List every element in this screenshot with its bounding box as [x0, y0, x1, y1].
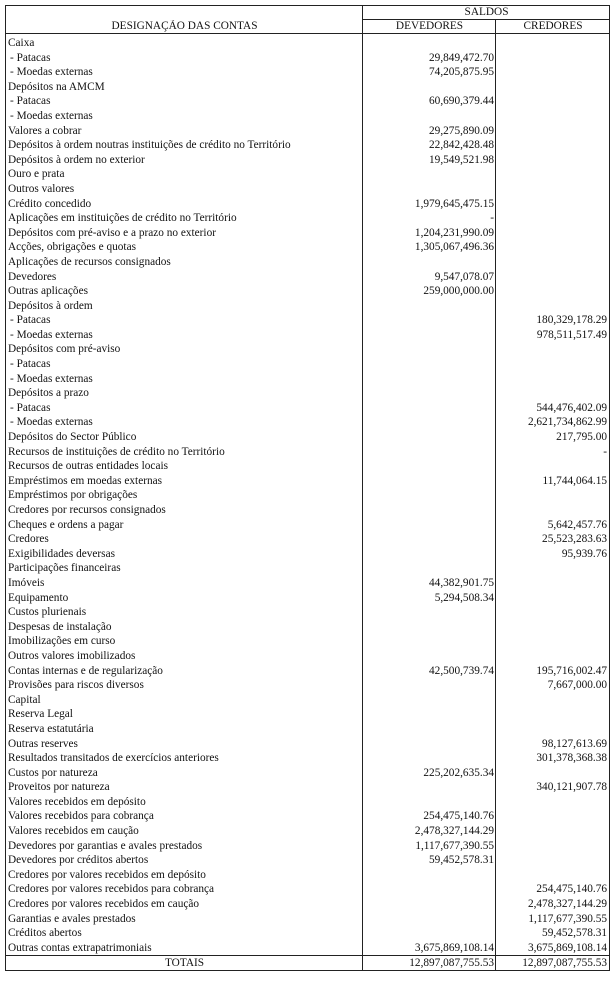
credit-balance — [496, 34, 610, 51]
credit-balance — [496, 94, 610, 109]
credit-balance: 3,675,869,108.14 — [496, 941, 610, 956]
credit-balance: 195,716,002.47 — [496, 664, 610, 679]
account-name: - Patacas — [6, 94, 363, 109]
account-name: - Patacas — [6, 51, 363, 66]
credit-balance — [496, 561, 610, 576]
account-name: Empréstimos por obrigações — [6, 488, 363, 503]
debit-balance — [363, 678, 496, 693]
table-row — [6, 503, 610, 518]
credit-balance — [496, 605, 610, 620]
account-name: Participações financeiras — [6, 561, 363, 576]
debit-balance: 1,305,067,496.36 — [363, 240, 496, 255]
table-row — [6, 882, 610, 897]
debit-balance — [363, 897, 496, 912]
table-row — [6, 357, 610, 372]
debit-balance: 29,849,472.70 — [363, 51, 496, 66]
totals-row — [6, 956, 610, 971]
table-row — [6, 722, 610, 737]
credit-balance — [496, 809, 610, 824]
table-row — [6, 897, 610, 912]
debit-balance — [363, 167, 496, 182]
account-name: Capital — [6, 693, 363, 708]
credit-balance — [496, 299, 610, 314]
table-row — [6, 226, 610, 241]
debit-balance — [363, 109, 496, 124]
credit-balance — [496, 634, 610, 649]
debit-balance: 5,294,508.34 — [363, 591, 496, 606]
debit-balance — [363, 561, 496, 576]
account-name: Aplicações em instituições de crédito no Território — [6, 211, 363, 226]
table-row — [6, 912, 610, 927]
debit-balance — [363, 313, 496, 328]
saldos-header: SALDOS — [363, 6, 610, 20]
account-name: Credores por valores recebidos em depósito — [6, 868, 363, 883]
debit-balance: 60,690,379.44 — [363, 94, 496, 109]
debit-balance: 225,202,635.34 — [363, 766, 496, 781]
debit-balance — [363, 882, 496, 897]
table-row — [6, 342, 610, 357]
credit-balance — [496, 153, 610, 168]
debit-balance: 44,382,901.75 — [363, 576, 496, 591]
credit-balance: 340,121,907.78 — [496, 780, 610, 795]
account-name: Acções, obrigações e quotas — [6, 240, 363, 255]
credit-column-header: CREDORES — [496, 20, 610, 34]
credit-balance — [496, 576, 610, 591]
account-name: - Patacas — [6, 357, 363, 372]
table-row — [6, 51, 610, 66]
account-name: Outros valores imobilizados — [6, 649, 363, 664]
table-row — [6, 591, 610, 606]
table-row — [6, 474, 610, 489]
table-row — [6, 547, 610, 562]
debit-balance — [363, 386, 496, 401]
table-row — [6, 138, 610, 153]
debit-balance: 42,500,739.74 — [363, 664, 496, 679]
account-name: Recursos de outras entidades locais — [6, 459, 363, 474]
account-name: Depósitos do Sector Público — [6, 430, 363, 445]
table-row — [6, 649, 610, 664]
debit-balance — [363, 459, 496, 474]
account-name: Devedores por créditos abertos — [6, 853, 363, 868]
credit-balance: - — [496, 445, 610, 460]
totals-label: TOTAIS — [6, 956, 363, 971]
credit-balance: 59,452,578.31 — [496, 926, 610, 941]
table-row — [6, 532, 610, 547]
debit-balance — [363, 751, 496, 766]
debit-balance — [363, 649, 496, 664]
account-name: - Moedas externas — [6, 65, 363, 80]
header-row-group — [6, 6, 610, 20]
account-name: Despesas de instalação — [6, 620, 363, 635]
table-row — [6, 94, 610, 109]
account-column-header: DESIGNAÇÃO DAS CONTAS — [6, 20, 363, 34]
debit-balance — [363, 255, 496, 270]
credit-balance — [496, 693, 610, 708]
table-row — [6, 839, 610, 854]
credit-balance — [496, 270, 610, 285]
account-name: Credores por valores recebidos em caução — [6, 897, 363, 912]
account-name: - Patacas — [6, 313, 363, 328]
debit-balance — [363, 299, 496, 314]
table-row — [6, 561, 610, 576]
table-row — [6, 372, 610, 387]
credit-balance — [496, 197, 610, 212]
table-row — [6, 707, 610, 722]
account-name: Provisões para riscos diversos — [6, 678, 363, 693]
account-name: Cheques e ordens a pagar — [6, 518, 363, 533]
debit-balance: 74,205,875.95 — [363, 65, 496, 80]
credit-balance: 301,378,368.38 — [496, 751, 610, 766]
credit-balance — [496, 109, 610, 124]
account-name: Reserva Legal — [6, 707, 363, 722]
credit-balance — [496, 591, 610, 606]
credit-balance — [496, 372, 610, 387]
credit-balance: 217,795.00 — [496, 430, 610, 445]
table-row — [6, 780, 610, 795]
debit-balance — [363, 868, 496, 883]
credit-balance — [496, 853, 610, 868]
table-row — [6, 167, 610, 182]
table-row — [6, 926, 610, 941]
debit-balance — [363, 430, 496, 445]
table-row — [6, 809, 610, 824]
credit-balance: 544,476,402.09 — [496, 401, 610, 416]
table-row — [6, 620, 610, 635]
table-row — [6, 430, 610, 445]
account-name: Aplicações de recursos consignados — [6, 255, 363, 270]
credit-balance — [496, 839, 610, 854]
account-name: Depósitos à ordem noutras instituições de crédito no Território — [6, 138, 363, 153]
credit-balance: 180,329,178.29 — [496, 313, 610, 328]
table-row — [6, 941, 610, 956]
header-row-columns — [6, 20, 610, 34]
balance-sheet-table — [5, 5, 610, 971]
debit-balance — [363, 634, 496, 649]
debit-balance: 1,204,231,990.09 — [363, 226, 496, 241]
credit-balance — [496, 255, 610, 270]
credit-balance — [496, 167, 610, 182]
table-row — [6, 518, 610, 533]
table-body — [6, 34, 610, 956]
credit-balance: 98,127,613.69 — [496, 737, 610, 752]
debit-balance — [363, 912, 496, 927]
account-name: - Moedas externas — [6, 109, 363, 124]
credit-balance: 254,475,140.76 — [496, 882, 610, 897]
table-row — [6, 34, 610, 51]
debit-balance — [363, 737, 496, 752]
credit-balance — [496, 488, 610, 503]
credit-balance — [496, 386, 610, 401]
table-row — [6, 313, 610, 328]
table-row — [6, 153, 610, 168]
account-name: Credores por recursos consignados — [6, 503, 363, 518]
credit-balance — [496, 459, 610, 474]
debit-balance — [363, 620, 496, 635]
credit-balance: 5,642,457.76 — [496, 518, 610, 533]
account-name: Créditos abertos — [6, 926, 363, 941]
debit-balance: 19,549,521.98 — [363, 153, 496, 168]
credit-balance: 95,939.76 — [496, 547, 610, 562]
account-name: Recursos de instituições de crédito no Território — [6, 445, 363, 460]
credit-balance — [496, 795, 610, 810]
account-name: Crédito concedido — [6, 197, 363, 212]
table-footer — [6, 956, 610, 971]
table-row — [6, 751, 610, 766]
table-row — [6, 240, 610, 255]
account-name: Imóveis — [6, 576, 363, 591]
table-row — [6, 182, 610, 197]
account-name: Proveitos por natureza — [6, 780, 363, 795]
debit-balance: 2,478,327,144.29 — [363, 824, 496, 839]
account-name: Equipamento — [6, 591, 363, 606]
debit-balance: 22,842,428.48 — [363, 138, 496, 153]
credit-balance — [496, 284, 610, 299]
credit-balance — [496, 824, 610, 839]
credit-balance — [496, 182, 610, 197]
debit-balance: 254,475,140.76 — [363, 809, 496, 824]
account-name: - Moedas externas — [6, 328, 363, 343]
table-row — [6, 445, 610, 460]
table-row — [6, 80, 610, 95]
credit-balance: 978,511,517.49 — [496, 328, 610, 343]
credit-balance: 25,523,283.63 — [496, 532, 610, 547]
account-name: Garantias e avales prestados — [6, 912, 363, 927]
credit-balance — [496, 65, 610, 80]
debit-balance: 9,547,078.07 — [363, 270, 496, 285]
debit-balance — [363, 445, 496, 460]
debit-column-header: DEVEDORES — [363, 20, 496, 34]
table-row — [6, 605, 610, 620]
table-row — [6, 270, 610, 285]
account-name: Contas internas e de regularização — [6, 664, 363, 679]
table-row — [6, 488, 610, 503]
account-name: Outras reserves — [6, 737, 363, 752]
credit-balance — [496, 649, 610, 664]
debit-balance — [363, 328, 496, 343]
header-blank-cell — [6, 6, 363, 20]
account-name: Reserva estatutária — [6, 722, 363, 737]
table-row — [6, 634, 610, 649]
table-row — [6, 65, 610, 80]
account-name: Devedores por garantias e avales prestados — [6, 839, 363, 854]
account-name: Valores recebidos em depósito — [6, 795, 363, 810]
table-row — [6, 255, 610, 270]
account-name: Credores por valores recebidos para cobrança — [6, 882, 363, 897]
table-row — [6, 795, 610, 810]
table-row — [6, 211, 610, 226]
credit-balance — [496, 211, 610, 226]
credit-balance — [496, 342, 610, 357]
debit-balance — [363, 780, 496, 795]
debit-balance — [363, 707, 496, 722]
debit-balance: 1,117,677,390.55 — [363, 839, 496, 854]
credit-balance: 2,621,734,862.99 — [496, 415, 610, 430]
debit-balance: 29,275,890.09 — [363, 124, 496, 139]
table-row — [6, 299, 610, 314]
table-row — [6, 401, 610, 416]
table-row — [6, 459, 610, 474]
account-name: Exigibilidades deversas — [6, 547, 363, 562]
debit-balance — [363, 722, 496, 737]
account-name: Devedores — [6, 270, 363, 285]
credit-balance — [496, 722, 610, 737]
table-row — [6, 124, 610, 139]
table-row — [6, 737, 610, 752]
account-name: Depósitos à ordem — [6, 299, 363, 314]
debit-balance — [363, 401, 496, 416]
credit-balance — [496, 707, 610, 722]
debit-balance — [363, 503, 496, 518]
account-name: Resultados transitados de exercícios anteriores — [6, 751, 363, 766]
debit-balance — [363, 372, 496, 387]
debit-balance: 259,000,000.00 — [363, 284, 496, 299]
debit-balance: - — [363, 211, 496, 226]
account-name: Custos por natureza — [6, 766, 363, 781]
account-name: - Patacas — [6, 401, 363, 416]
table-header — [6, 6, 610, 34]
table-row — [6, 824, 610, 839]
debit-balance — [363, 518, 496, 533]
table-row — [6, 678, 610, 693]
credit-balance — [496, 124, 610, 139]
account-name: Custos plurienais — [6, 605, 363, 620]
credit-balance — [496, 766, 610, 781]
credit-balance — [496, 503, 610, 518]
debit-balance — [363, 547, 496, 562]
debit-balance — [363, 182, 496, 197]
account-name: Depósitos com pré-aviso — [6, 342, 363, 357]
debit-balance — [363, 342, 496, 357]
table-row — [6, 853, 610, 868]
account-name: Ouro e prata — [6, 167, 363, 182]
table-row — [6, 328, 610, 343]
totals-credit: 12,897,087,755.53 — [496, 956, 610, 971]
debit-balance — [363, 415, 496, 430]
account-name: Valores a cobrar — [6, 124, 363, 139]
account-name: - Moedas externas — [6, 415, 363, 430]
account-name: Depósitos na AMCM — [6, 80, 363, 95]
debit-balance — [363, 80, 496, 95]
account-name: Depósitos com pré-aviso e a prazo no exterior — [6, 226, 363, 241]
account-name: Depósitos a prazo — [6, 386, 363, 401]
debit-balance — [363, 795, 496, 810]
account-name: Outras contas extrapatrimoniais — [6, 941, 363, 956]
account-name: Imobilizações em curso — [6, 634, 363, 649]
totals-debit: 12,897,087,755.53 — [363, 956, 496, 971]
table-row — [6, 284, 610, 299]
table-row — [6, 664, 610, 679]
account-name: Depósitos à ordem no exterior — [6, 153, 363, 168]
account-name: Outras aplicações — [6, 284, 363, 299]
debit-balance — [363, 532, 496, 547]
table-row — [6, 868, 610, 883]
table-row — [6, 109, 610, 124]
credit-balance: 11,744,064.15 — [496, 474, 610, 489]
account-name: Outros valores — [6, 182, 363, 197]
debit-balance: 1,979,645,475.15 — [363, 197, 496, 212]
table-row — [6, 386, 610, 401]
debit-balance — [363, 357, 496, 372]
debit-balance — [363, 605, 496, 620]
account-name: Valores recebidos para cobrança — [6, 809, 363, 824]
table-row — [6, 576, 610, 591]
table-row — [6, 197, 610, 212]
debit-balance: 59,452,578.31 — [363, 853, 496, 868]
credit-balance — [496, 80, 610, 95]
credit-balance — [496, 51, 610, 66]
credit-balance — [496, 868, 610, 883]
table-row — [6, 766, 610, 781]
account-name: Caixa — [6, 34, 363, 51]
credit-balance — [496, 226, 610, 241]
credit-balance: 1,117,677,390.55 — [496, 912, 610, 927]
credit-balance — [496, 138, 610, 153]
credit-balance: 2,478,327,144.29 — [496, 897, 610, 912]
debit-balance — [363, 34, 496, 51]
debit-balance — [363, 926, 496, 941]
table-row — [6, 693, 610, 708]
credit-balance — [496, 357, 610, 372]
debit-balance: 3,675,869,108.14 — [363, 941, 496, 956]
account-name: Empréstimos em moedas externas — [6, 474, 363, 489]
credit-balance: 7,667,000.00 — [496, 678, 610, 693]
table-row — [6, 415, 610, 430]
account-name: Credores — [6, 532, 363, 547]
credit-balance — [496, 240, 610, 255]
account-name: - Moedas externas — [6, 372, 363, 387]
credit-balance — [496, 620, 610, 635]
debit-balance — [363, 474, 496, 489]
account-name: Valores recebidos em caução — [6, 824, 363, 839]
debit-balance — [363, 693, 496, 708]
debit-balance — [363, 488, 496, 503]
